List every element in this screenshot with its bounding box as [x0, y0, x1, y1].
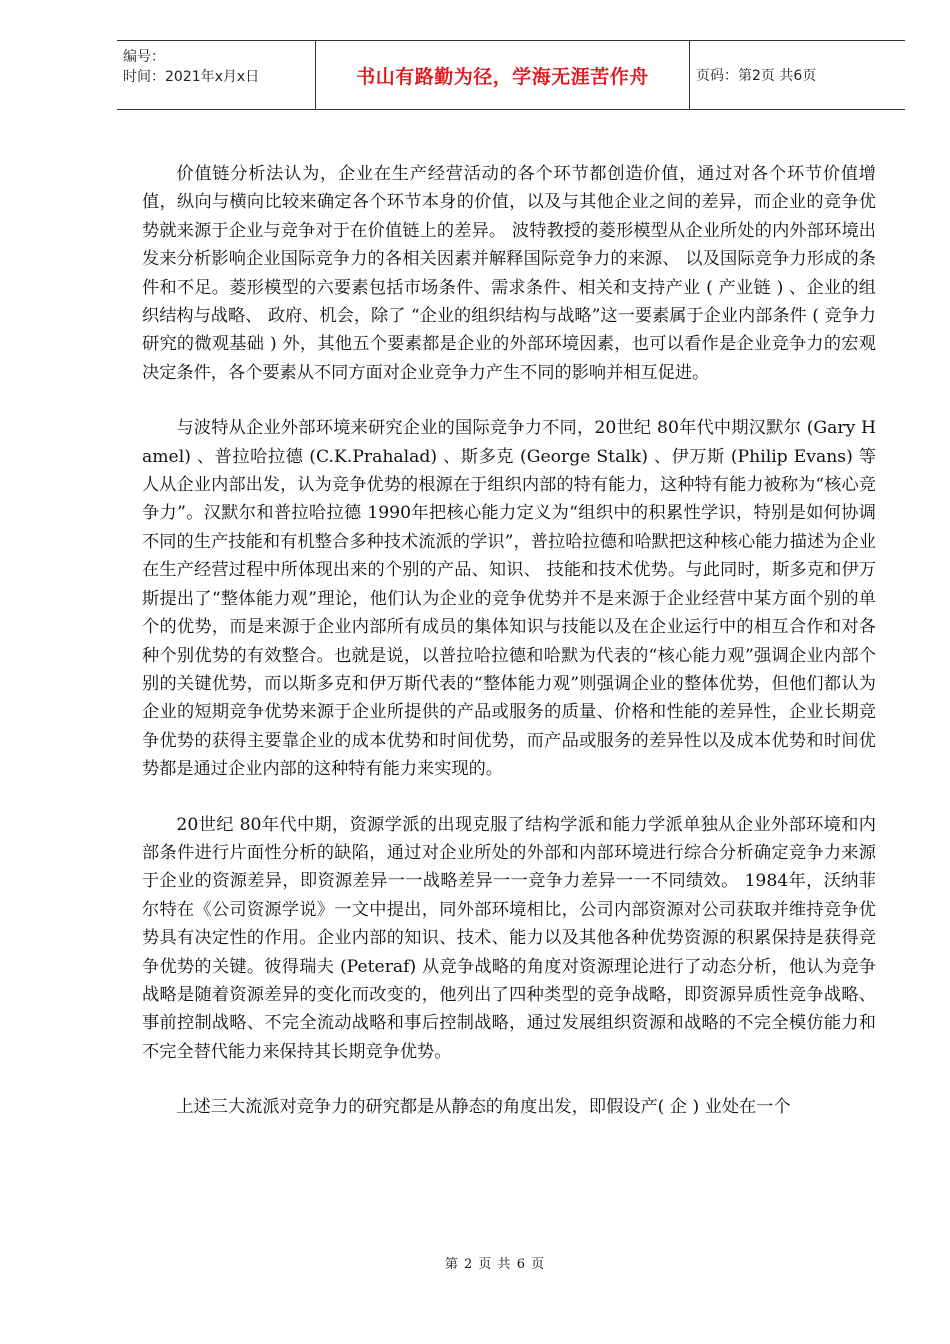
- body-paragraph: 价值链分析法认为，企业在生产经营活动的各个环节都创造价值，通过对各个环节价值增值，纵向与横向比较来确定各个环节本身的价值，以及与其他企业之间的差异，而企业的竞争优势就来源于企业与竞争对于在价值链上的差异。 波特教授的菱形模型从企业所处的内外部环境出发来分析影响企业国际竞争力的各相关因素并解释国际竞争力的来源、 以及国际竞争力形成的条件和不足。菱形模型的六要素包括市场条件、需求条件、相关和支持产业 ( 产业链 ) 、企业的组织结构与战略、 政府、机会，除了 “企业的组织结构与战略”这一要素属于企业内部条件 ( 竞争力研究的微观基础 ) 外，其他五个要素都是企业的外部环境因素，也可以看作是企业竞争力的宏观决定条件，各个要素从不同方面对企业竞争力产生不同的影响并相互促进。: [142, 164, 876, 383]
- header-motto-cell: [316, 41, 690, 109]
- document-body: [142, 160, 876, 1149]
- body-paragraph: 与波特从企业外部环境来研究企业的国际竞争力不同，20世纪 80年代中期汉默尔 (Gary Hamel) 、普拉哈拉德 (C.K.Prahalad) 、斯多克 (George Stalk) 、伊万斯 (Philip Evans) 等人从企业内部出发，认为竞争优势的根源在于组织内部的特有能力，这种特有能力被称为“核心竞争力”。汉默尔和普拉哈拉德 1990年把核心能力定义为“组织中的积累性学识，特别是如何协调不同的生产技能和有机整合多种技术流派的学识”，普拉哈拉德和哈默把这种核心能力描述为企业在生产经营过程中所体现出来的个别的产品、知识、 技能和技术优势。与此同时，斯多克和伊万斯提出了“整体能力观”理论，他们认为企业的竞争优势并不是来源于企业经营中某方面个别的单个的优势，而是来源于企业内部所有成员的集体知识与技能以及在企业运行中的相互合作和对各种个别优势的有效整合。也就是说，以普拉哈拉德和哈默为代表的“核心能力观”强调企业内部个别的关键优势，而以斯多克和伊万斯代表的“整体能力观”则强调企业的整体优势，但他们都认为企业的短期竞争优势来源于企业所提供的产品或服务的质量、价格和性能的差异性，企业长期竞争优势的获得主要靠企业的成本优势和时间优势，而产品或服务的差异性以及成本优势和时间优势都是通过企业内部的这种特有能力来实现的。: [142, 418, 876, 780]
- body-paragraph: 上述三大流派对竞争力的研究都是从静态的角度出发，即假设产( 企 ) 业处在一个: [176, 1097, 791, 1118]
- page-header: [117, 40, 905, 110]
- header-meta: [117, 41, 316, 109]
- page-footer: 第 2 页 共 6 页: [444, 1257, 546, 1272]
- document-number-label: 编号：: [123, 49, 165, 65]
- document-time-label: 时间：2021年x月x日: [123, 69, 260, 85]
- body-paragraph: 20世纪 80年代中期，资源学派的出现克服了结构学派和能力学派单独从企业外部环境和内部条件进行片面性分析的缺陷，通过对企业所处的外部和内部环境进行综合分析确定竞争力来源于企业的资源差异，即资源差异一一战略差异一一竞争力差异一一不同绩效。 1984年，沃纳菲尔特在《公司资源学说》一文中提出，同外部环境相比，公司内部资源对公司获取并维持竞争优势具有决定性的作用。企业内部的知识、技术、能力以及其他各种优势资源的积累保持是获得竞争优势的关键。彼得瑞夫 (Peteraf) 从竞争战略的角度对资源理论进行了动态分析，他认为竞争战略是随着资源差异的变化而改变的，他列出了四种类型的竞争战略，即资源异质性竞争战略、事前控制战略、不完全流动战略和事后控制战略，通过发展组织资源和战略的不完全模仿能力和不完全替代能力来保持其长期竞争优势。: [142, 814, 876, 1062]
- header-motto: 书山有路勤为径，学海无涯苦作舟: [356, 65, 649, 88]
- header-page-info: 页码：第2页 共6页: [696, 68, 817, 84]
